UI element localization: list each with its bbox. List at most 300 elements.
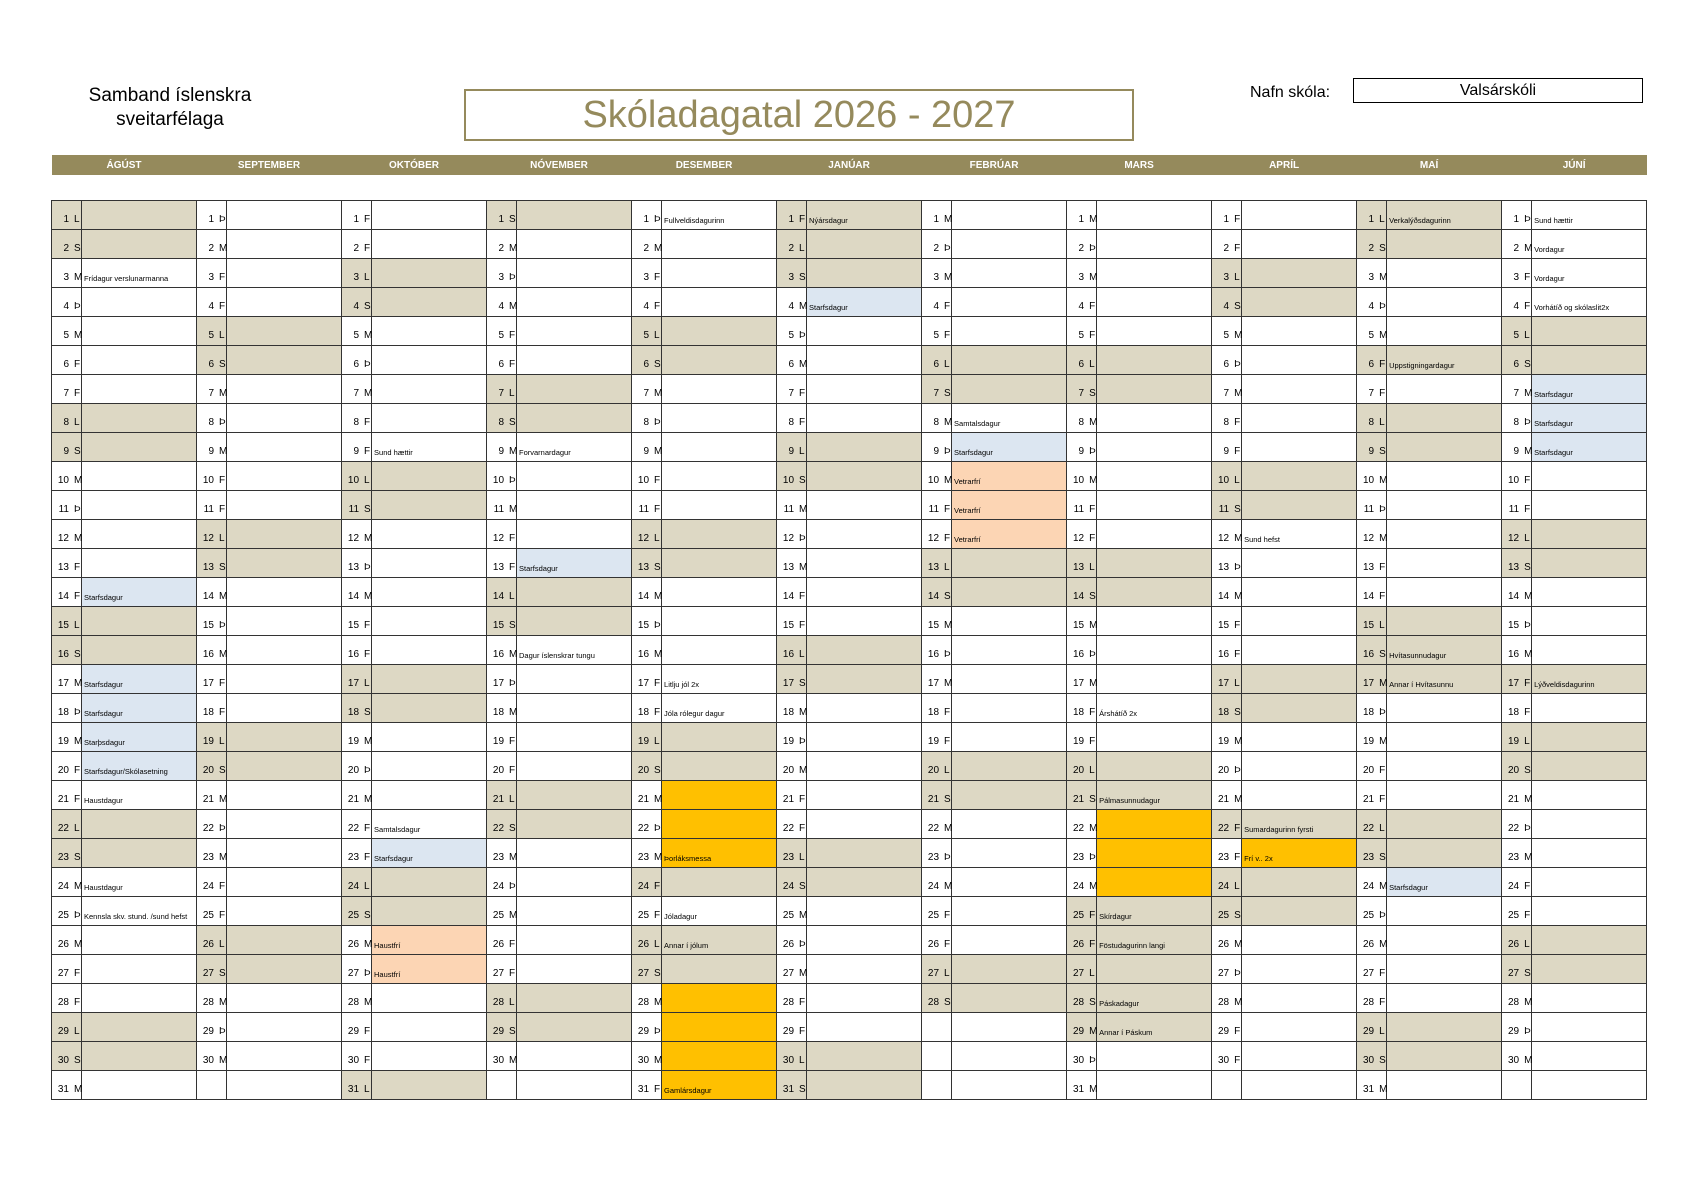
event-cell[interactable] bbox=[662, 694, 777, 723]
day-cell[interactable] bbox=[777, 984, 807, 1013]
event-cell[interactable] bbox=[807, 1071, 922, 1100]
event-cell[interactable] bbox=[82, 549, 197, 578]
event-cell[interactable] bbox=[1097, 288, 1212, 317]
day-cell[interactable] bbox=[1067, 926, 1097, 955]
day-cell[interactable] bbox=[342, 868, 372, 897]
event-cell[interactable] bbox=[952, 868, 1067, 897]
event-cell[interactable] bbox=[1242, 665, 1357, 694]
day-cell[interactable] bbox=[52, 1071, 82, 1100]
event-cell[interactable] bbox=[82, 781, 197, 810]
day-cell[interactable] bbox=[922, 346, 952, 375]
event-cell[interactable] bbox=[1387, 259, 1502, 288]
event-cell[interactable] bbox=[1242, 491, 1357, 520]
event-cell[interactable] bbox=[1242, 984, 1357, 1013]
day-cell[interactable] bbox=[632, 462, 662, 491]
event-cell[interactable] bbox=[1242, 810, 1357, 839]
event-cell[interactable] bbox=[372, 201, 487, 230]
event-cell[interactable] bbox=[1097, 607, 1212, 636]
empty-day-cell[interactable] bbox=[1212, 1071, 1242, 1100]
day-cell[interactable] bbox=[632, 897, 662, 926]
event-cell[interactable] bbox=[1532, 201, 1647, 230]
day-cell[interactable] bbox=[342, 781, 372, 810]
day-cell[interactable] bbox=[777, 462, 807, 491]
event-cell[interactable] bbox=[1387, 723, 1502, 752]
empty-event-cell[interactable] bbox=[227, 1071, 342, 1100]
event-cell[interactable] bbox=[372, 259, 487, 288]
event-cell[interactable] bbox=[1242, 926, 1357, 955]
day-cell[interactable] bbox=[1067, 433, 1097, 462]
day-cell[interactable] bbox=[487, 578, 517, 607]
day-cell[interactable] bbox=[777, 723, 807, 752]
event-cell[interactable] bbox=[952, 520, 1067, 549]
event-cell[interactable] bbox=[952, 259, 1067, 288]
event-cell[interactable] bbox=[952, 201, 1067, 230]
event-cell[interactable] bbox=[372, 781, 487, 810]
event-cell[interactable] bbox=[807, 549, 922, 578]
day-cell[interactable] bbox=[197, 839, 227, 868]
event-cell[interactable] bbox=[372, 752, 487, 781]
event-cell[interactable] bbox=[82, 636, 197, 665]
event-cell[interactable] bbox=[227, 549, 342, 578]
event-cell[interactable] bbox=[807, 201, 922, 230]
event-cell[interactable] bbox=[952, 346, 1067, 375]
event-cell[interactable] bbox=[82, 230, 197, 259]
event-cell[interactable] bbox=[82, 520, 197, 549]
empty-event-cell[interactable] bbox=[952, 1042, 1067, 1071]
event-cell[interactable] bbox=[1387, 752, 1502, 781]
event-cell[interactable] bbox=[1387, 578, 1502, 607]
day-cell[interactable] bbox=[777, 897, 807, 926]
event-cell[interactable] bbox=[1097, 433, 1212, 462]
day-cell[interactable] bbox=[342, 636, 372, 665]
day-cell[interactable] bbox=[922, 955, 952, 984]
event-cell[interactable] bbox=[1387, 607, 1502, 636]
event-cell[interactable] bbox=[1097, 636, 1212, 665]
day-cell[interactable] bbox=[1357, 346, 1387, 375]
day-cell[interactable] bbox=[1212, 926, 1242, 955]
day-cell[interactable] bbox=[487, 607, 517, 636]
day-cell[interactable] bbox=[1357, 955, 1387, 984]
event-cell[interactable] bbox=[517, 636, 632, 665]
day-cell[interactable] bbox=[487, 781, 517, 810]
event-cell[interactable] bbox=[82, 1013, 197, 1042]
event-cell[interactable] bbox=[82, 694, 197, 723]
day-cell[interactable] bbox=[922, 926, 952, 955]
day-cell[interactable] bbox=[1067, 955, 1097, 984]
day-cell[interactable] bbox=[342, 1042, 372, 1071]
event-cell[interactable] bbox=[952, 926, 1067, 955]
day-cell[interactable] bbox=[1502, 520, 1532, 549]
day-cell[interactable] bbox=[1212, 404, 1242, 433]
day-cell[interactable] bbox=[342, 810, 372, 839]
day-cell[interactable] bbox=[1357, 839, 1387, 868]
event-cell[interactable] bbox=[517, 868, 632, 897]
day-cell[interactable] bbox=[342, 955, 372, 984]
event-cell[interactable] bbox=[372, 1042, 487, 1071]
event-cell[interactable] bbox=[807, 810, 922, 839]
event-cell[interactable] bbox=[372, 375, 487, 404]
day-cell[interactable] bbox=[777, 520, 807, 549]
day-cell[interactable] bbox=[922, 839, 952, 868]
event-cell[interactable] bbox=[227, 868, 342, 897]
day-cell[interactable] bbox=[777, 694, 807, 723]
day-cell[interactable] bbox=[632, 694, 662, 723]
event-cell[interactable] bbox=[517, 375, 632, 404]
day-cell[interactable] bbox=[632, 955, 662, 984]
day-cell[interactable] bbox=[1067, 1071, 1097, 1100]
day-cell[interactable] bbox=[487, 694, 517, 723]
event-cell[interactable] bbox=[952, 491, 1067, 520]
day-cell[interactable] bbox=[52, 694, 82, 723]
event-cell[interactable] bbox=[1242, 433, 1357, 462]
day-cell[interactable] bbox=[632, 578, 662, 607]
day-cell[interactable] bbox=[1212, 375, 1242, 404]
event-cell[interactable] bbox=[227, 259, 342, 288]
day-cell[interactable] bbox=[197, 926, 227, 955]
event-cell[interactable] bbox=[517, 984, 632, 1013]
event-cell[interactable] bbox=[1242, 549, 1357, 578]
day-cell[interactable] bbox=[632, 404, 662, 433]
event-cell[interactable] bbox=[662, 839, 777, 868]
day-cell[interactable] bbox=[632, 549, 662, 578]
event-cell[interactable] bbox=[1097, 375, 1212, 404]
day-cell[interactable] bbox=[777, 781, 807, 810]
day-cell[interactable] bbox=[52, 520, 82, 549]
day-cell[interactable] bbox=[1067, 201, 1097, 230]
day-cell[interactable] bbox=[922, 694, 952, 723]
empty-day-cell[interactable] bbox=[922, 1042, 952, 1071]
event-cell[interactable] bbox=[1097, 259, 1212, 288]
event-cell[interactable] bbox=[1097, 926, 1212, 955]
event-cell[interactable] bbox=[1532, 897, 1647, 926]
day-cell[interactable] bbox=[1502, 955, 1532, 984]
day-cell[interactable] bbox=[777, 346, 807, 375]
day-cell[interactable] bbox=[632, 433, 662, 462]
day-cell[interactable] bbox=[52, 636, 82, 665]
event-cell[interactable] bbox=[1097, 520, 1212, 549]
event-cell[interactable] bbox=[1387, 926, 1502, 955]
event-cell[interactable] bbox=[1387, 1042, 1502, 1071]
event-cell[interactable] bbox=[227, 1013, 342, 1042]
day-cell[interactable] bbox=[197, 375, 227, 404]
day-cell[interactable] bbox=[487, 549, 517, 578]
day-cell[interactable] bbox=[1212, 839, 1242, 868]
day-cell[interactable] bbox=[1212, 549, 1242, 578]
event-cell[interactable] bbox=[662, 1013, 777, 1042]
day-cell[interactable] bbox=[1502, 810, 1532, 839]
day-cell[interactable] bbox=[632, 1071, 662, 1100]
day-cell[interactable] bbox=[1357, 549, 1387, 578]
day-cell[interactable] bbox=[487, 926, 517, 955]
event-cell[interactable] bbox=[662, 549, 777, 578]
event-cell[interactable] bbox=[517, 433, 632, 462]
event-cell[interactable] bbox=[227, 839, 342, 868]
day-cell[interactable] bbox=[1067, 868, 1097, 897]
day-cell[interactable] bbox=[1357, 578, 1387, 607]
event-cell[interactable] bbox=[952, 839, 1067, 868]
event-cell[interactable] bbox=[82, 375, 197, 404]
event-cell[interactable] bbox=[807, 607, 922, 636]
day-cell[interactable] bbox=[197, 781, 227, 810]
day-cell[interactable] bbox=[1357, 868, 1387, 897]
day-cell[interactable] bbox=[342, 752, 372, 781]
event-cell[interactable] bbox=[807, 955, 922, 984]
day-cell[interactable] bbox=[1212, 1042, 1242, 1071]
day-cell[interactable] bbox=[1502, 839, 1532, 868]
day-cell[interactable] bbox=[1067, 520, 1097, 549]
event-cell[interactable] bbox=[807, 433, 922, 462]
day-cell[interactable] bbox=[632, 607, 662, 636]
day-cell[interactable] bbox=[1067, 288, 1097, 317]
day-cell[interactable] bbox=[1212, 781, 1242, 810]
day-cell[interactable] bbox=[342, 839, 372, 868]
day-cell[interactable] bbox=[1502, 607, 1532, 636]
event-cell[interactable] bbox=[952, 955, 1067, 984]
day-cell[interactable] bbox=[52, 230, 82, 259]
event-cell[interactable] bbox=[517, 201, 632, 230]
event-cell[interactable] bbox=[82, 1042, 197, 1071]
day-cell[interactable] bbox=[52, 665, 82, 694]
event-cell[interactable] bbox=[952, 897, 1067, 926]
day-cell[interactable] bbox=[1357, 462, 1387, 491]
event-cell[interactable] bbox=[807, 897, 922, 926]
event-cell[interactable] bbox=[82, 984, 197, 1013]
event-cell[interactable] bbox=[227, 346, 342, 375]
school-name-field[interactable]: Valsárskóli bbox=[1353, 78, 1643, 103]
event-cell[interactable] bbox=[662, 868, 777, 897]
day-cell[interactable] bbox=[487, 520, 517, 549]
day-cell[interactable] bbox=[1502, 984, 1532, 1013]
day-cell[interactable] bbox=[1357, 694, 1387, 723]
day-cell[interactable] bbox=[52, 549, 82, 578]
day-cell[interactable] bbox=[1067, 1042, 1097, 1071]
event-cell[interactable] bbox=[662, 1071, 777, 1100]
day-cell[interactable] bbox=[777, 404, 807, 433]
event-cell[interactable] bbox=[662, 897, 777, 926]
day-cell[interactable] bbox=[922, 781, 952, 810]
event-cell[interactable] bbox=[1387, 462, 1502, 491]
event-cell[interactable] bbox=[1387, 665, 1502, 694]
day-cell[interactable] bbox=[1067, 607, 1097, 636]
day-cell[interactable] bbox=[1502, 433, 1532, 462]
day-cell[interactable] bbox=[487, 723, 517, 752]
day-cell[interactable] bbox=[1212, 259, 1242, 288]
event-cell[interactable] bbox=[807, 317, 922, 346]
event-cell[interactable] bbox=[1097, 694, 1212, 723]
day-cell[interactable] bbox=[632, 317, 662, 346]
event-cell[interactable] bbox=[1532, 694, 1647, 723]
event-cell[interactable] bbox=[952, 810, 1067, 839]
event-cell[interactable] bbox=[1242, 201, 1357, 230]
event-cell[interactable] bbox=[807, 1013, 922, 1042]
day-cell[interactable] bbox=[197, 462, 227, 491]
event-cell[interactable] bbox=[372, 288, 487, 317]
event-cell[interactable] bbox=[807, 578, 922, 607]
event-cell[interactable] bbox=[82, 491, 197, 520]
event-cell[interactable] bbox=[82, 665, 197, 694]
event-cell[interactable] bbox=[1532, 665, 1647, 694]
event-cell[interactable] bbox=[1097, 1042, 1212, 1071]
day-cell[interactable] bbox=[342, 259, 372, 288]
day-cell[interactable] bbox=[1212, 984, 1242, 1013]
day-cell[interactable] bbox=[777, 665, 807, 694]
day-cell[interactable] bbox=[1357, 404, 1387, 433]
event-cell[interactable] bbox=[1532, 723, 1647, 752]
event-cell[interactable] bbox=[662, 578, 777, 607]
day-cell[interactable] bbox=[922, 636, 952, 665]
day-cell[interactable] bbox=[632, 781, 662, 810]
day-cell[interactable] bbox=[922, 665, 952, 694]
event-cell[interactable] bbox=[952, 288, 1067, 317]
day-cell[interactable] bbox=[487, 375, 517, 404]
day-cell[interactable] bbox=[632, 288, 662, 317]
event-cell[interactable] bbox=[1097, 984, 1212, 1013]
day-cell[interactable] bbox=[487, 665, 517, 694]
event-cell[interactable] bbox=[227, 781, 342, 810]
event-cell[interactable] bbox=[82, 288, 197, 317]
day-cell[interactable] bbox=[342, 1013, 372, 1042]
event-cell[interactable] bbox=[1532, 810, 1647, 839]
day-cell[interactable] bbox=[1357, 375, 1387, 404]
event-cell[interactable] bbox=[1097, 549, 1212, 578]
day-cell[interactable] bbox=[342, 549, 372, 578]
event-cell[interactable] bbox=[1097, 868, 1212, 897]
day-cell[interactable] bbox=[342, 984, 372, 1013]
event-cell[interactable] bbox=[1242, 955, 1357, 984]
event-cell[interactable] bbox=[1242, 462, 1357, 491]
day-cell[interactable] bbox=[1067, 462, 1097, 491]
day-cell[interactable] bbox=[777, 230, 807, 259]
day-cell[interactable] bbox=[1067, 375, 1097, 404]
event-cell[interactable] bbox=[1097, 665, 1212, 694]
event-cell[interactable] bbox=[82, 810, 197, 839]
event-cell[interactable] bbox=[517, 694, 632, 723]
event-cell[interactable] bbox=[1097, 897, 1212, 926]
event-cell[interactable] bbox=[227, 288, 342, 317]
empty-event-cell[interactable] bbox=[952, 1071, 1067, 1100]
day-cell[interactable] bbox=[487, 404, 517, 433]
event-cell[interactable] bbox=[1097, 201, 1212, 230]
day-cell[interactable] bbox=[52, 868, 82, 897]
day-cell[interactable] bbox=[1357, 781, 1387, 810]
event-cell[interactable] bbox=[227, 520, 342, 549]
day-cell[interactable] bbox=[52, 433, 82, 462]
day-cell[interactable] bbox=[197, 288, 227, 317]
event-cell[interactable] bbox=[372, 1071, 487, 1100]
event-cell[interactable] bbox=[952, 375, 1067, 404]
day-cell[interactable] bbox=[342, 520, 372, 549]
day-cell[interactable] bbox=[1502, 404, 1532, 433]
day-cell[interactable] bbox=[922, 868, 952, 897]
event-cell[interactable] bbox=[1242, 317, 1357, 346]
day-cell[interactable] bbox=[197, 201, 227, 230]
event-cell[interactable] bbox=[1242, 230, 1357, 259]
event-cell[interactable] bbox=[227, 578, 342, 607]
event-cell[interactable] bbox=[952, 665, 1067, 694]
day-cell[interactable] bbox=[1502, 346, 1532, 375]
day-cell[interactable] bbox=[342, 578, 372, 607]
event-cell[interactable] bbox=[662, 810, 777, 839]
event-cell[interactable] bbox=[227, 636, 342, 665]
event-cell[interactable] bbox=[227, 752, 342, 781]
day-cell[interactable] bbox=[777, 839, 807, 868]
day-cell[interactable] bbox=[487, 346, 517, 375]
day-cell[interactable] bbox=[1357, 810, 1387, 839]
event-cell[interactable] bbox=[372, 723, 487, 752]
event-cell[interactable] bbox=[372, 549, 487, 578]
day-cell[interactable] bbox=[922, 230, 952, 259]
event-cell[interactable] bbox=[1532, 926, 1647, 955]
day-cell[interactable] bbox=[1212, 955, 1242, 984]
day-cell[interactable] bbox=[1502, 288, 1532, 317]
day-cell[interactable] bbox=[197, 607, 227, 636]
day-cell[interactable] bbox=[1212, 868, 1242, 897]
event-cell[interactable] bbox=[662, 781, 777, 810]
day-cell[interactable] bbox=[52, 752, 82, 781]
event-cell[interactable] bbox=[1532, 230, 1647, 259]
day-cell[interactable] bbox=[342, 462, 372, 491]
event-cell[interactable] bbox=[1532, 288, 1647, 317]
day-cell[interactable] bbox=[1502, 636, 1532, 665]
day-cell[interactable] bbox=[922, 433, 952, 462]
day-cell[interactable] bbox=[1212, 201, 1242, 230]
event-cell[interactable] bbox=[82, 839, 197, 868]
empty-day-cell[interactable] bbox=[197, 1071, 227, 1100]
day-cell[interactable] bbox=[1067, 259, 1097, 288]
event-cell[interactable] bbox=[1242, 839, 1357, 868]
event-cell[interactable] bbox=[1387, 404, 1502, 433]
event-cell[interactable] bbox=[517, 520, 632, 549]
event-cell[interactable] bbox=[372, 665, 487, 694]
day-cell[interactable] bbox=[487, 839, 517, 868]
day-cell[interactable] bbox=[632, 868, 662, 897]
event-cell[interactable] bbox=[227, 955, 342, 984]
event-cell[interactable] bbox=[1532, 1042, 1647, 1071]
day-cell[interactable] bbox=[777, 955, 807, 984]
event-cell[interactable] bbox=[372, 520, 487, 549]
day-cell[interactable] bbox=[1502, 201, 1532, 230]
day-cell[interactable] bbox=[487, 201, 517, 230]
day-cell[interactable] bbox=[632, 491, 662, 520]
event-cell[interactable] bbox=[1532, 578, 1647, 607]
day-cell[interactable] bbox=[487, 955, 517, 984]
event-cell[interactable] bbox=[662, 259, 777, 288]
event-cell[interactable] bbox=[1097, 723, 1212, 752]
event-cell[interactable] bbox=[1242, 636, 1357, 665]
day-cell[interactable] bbox=[922, 375, 952, 404]
day-cell[interactable] bbox=[1212, 230, 1242, 259]
event-cell[interactable] bbox=[372, 955, 487, 984]
event-cell[interactable] bbox=[662, 955, 777, 984]
event-cell[interactable] bbox=[952, 636, 1067, 665]
day-cell[interactable] bbox=[777, 375, 807, 404]
event-cell[interactable] bbox=[1532, 868, 1647, 897]
event-cell[interactable] bbox=[807, 752, 922, 781]
event-cell[interactable] bbox=[227, 926, 342, 955]
day-cell[interactable] bbox=[777, 752, 807, 781]
event-cell[interactable] bbox=[1242, 404, 1357, 433]
day-cell[interactable] bbox=[1212, 607, 1242, 636]
day-cell[interactable] bbox=[1212, 1013, 1242, 1042]
event-cell[interactable] bbox=[227, 375, 342, 404]
event-cell[interactable] bbox=[1097, 955, 1212, 984]
day-cell[interactable] bbox=[922, 984, 952, 1013]
event-cell[interactable] bbox=[807, 636, 922, 665]
day-cell[interactable] bbox=[1502, 491, 1532, 520]
empty-day-cell[interactable] bbox=[1502, 1071, 1532, 1100]
day-cell[interactable] bbox=[922, 897, 952, 926]
day-cell[interactable] bbox=[922, 491, 952, 520]
